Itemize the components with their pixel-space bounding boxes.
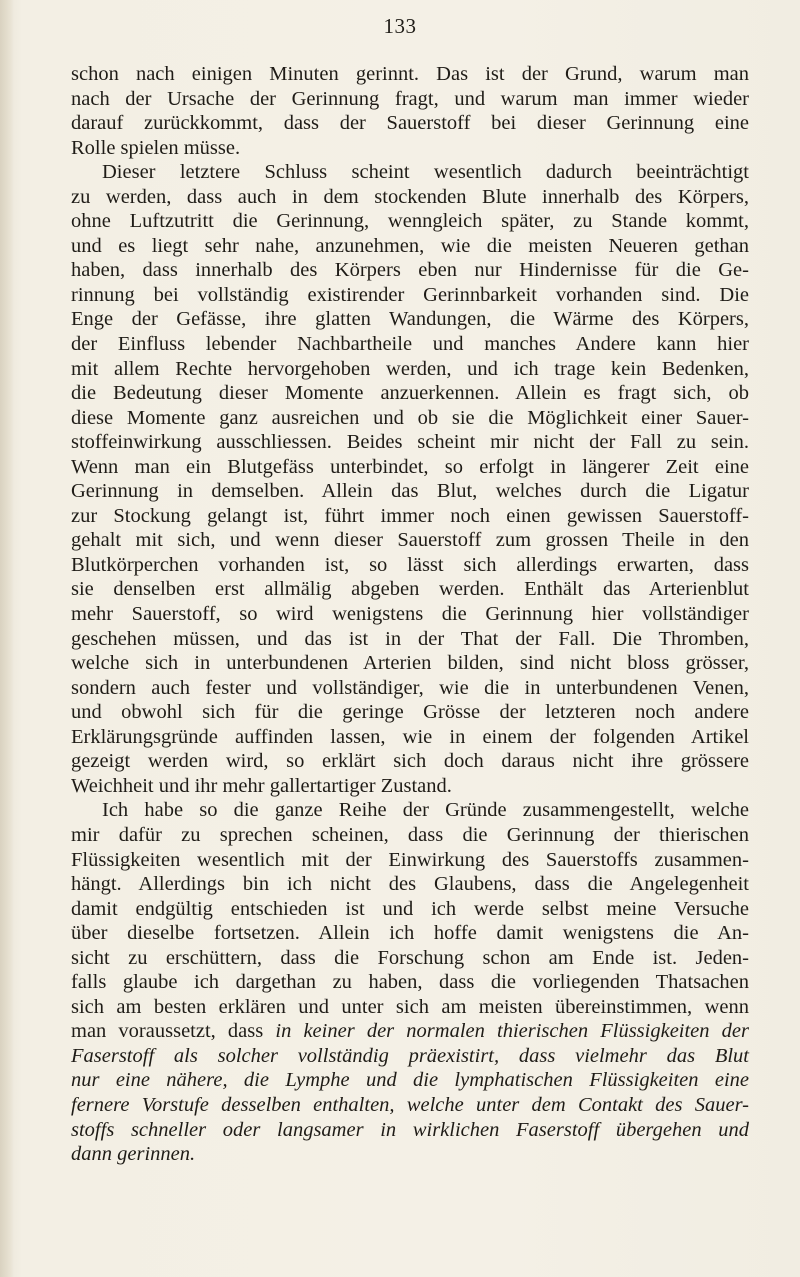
text-line [71, 87, 749, 112]
text-line [71, 553, 749, 578]
text-line [71, 479, 749, 504]
text-line [71, 921, 749, 946]
line-text: die Bedeutung dieser Momente anzuerkennen. Allein es fragt sich, ob [71, 382, 749, 405]
text-line [71, 283, 749, 308]
line-text: über dieselbe fortsetzen. Allein ich hoffe damit wenigstens die An- [71, 922, 749, 945]
text-line [71, 1019, 749, 1044]
line-text: sich am besten erklären und unter sich am meisten übereinstimmen, wenn [71, 995, 749, 1018]
line-text: der Einfluss lebender Nachbartheile und manches Andere kann hier [71, 333, 749, 356]
text-line [71, 455, 749, 480]
line-text: falls glaube ich dargethan zu haben, dass die vorliegenden Thatsachen [71, 971, 749, 994]
line-text: zu werden, dass auch in dem stockenden Blute innerhalb des Körpers, [71, 185, 749, 208]
text-line [71, 798, 749, 823]
text-line [71, 504, 749, 529]
line-text: sie denselben erst allmälig abgeben werden. Enthält das Arterienblut [71, 578, 749, 601]
paragraph [71, 798, 749, 1166]
text-line [71, 381, 749, 406]
text-line [71, 357, 749, 382]
line-text: rinnung bei vollständig existirender Gerinnbarkeit vorhanden sind. Die [71, 283, 749, 306]
text-line [71, 1044, 749, 1069]
line-text: hängt. Allerdings bin ich nicht des Glaubens, dass die Angelegenheit [71, 873, 749, 896]
line-text: und es liegt sehr nahe, anzunehmen, wie die meisten Neueren gethan [71, 234, 749, 257]
line-text: Wenn man ein Blutgefäss unterbindet, so erfolgt in längerer Zeit eine [71, 455, 749, 478]
text-line [71, 627, 749, 652]
text-line [71, 430, 749, 455]
text-line [71, 676, 749, 701]
text-line [71, 995, 749, 1020]
line-text: welche sich in unterbundenen Arterien bilden, sind nicht bloss grösser, [71, 652, 749, 675]
text-line [71, 749, 749, 774]
binding-shadow [0, 0, 14, 1277]
text-line [71, 307, 749, 332]
emphasized-text: in keiner der normalen thierischen Flüssigkeiten der [275, 1020, 749, 1043]
line-text: und obwohl sich für die geringe Grösse der letzteren noch andere [71, 701, 749, 724]
text-line [71, 700, 749, 725]
page-number: 133 [383, 14, 417, 38]
text-line [71, 1068, 749, 1093]
line-text: stoffeinwirkung ausschliessen. Beides scheint mir nicht der Fall zu sein. [71, 431, 749, 454]
emphasized-text: dann gerinnen. [71, 1143, 196, 1166]
text-line [71, 332, 749, 357]
line-text: haben, dass innerhalb des Körpers eben nur Hindernisse für die Ge- [71, 259, 749, 282]
line-text: ohne Luftzutritt die Gerinnung, wenngleich später, zu Stande kommt, [71, 210, 749, 233]
emphasized-text: Faserstoff als solcher vollständig präexistirt, dass vielmehr das Blut [71, 1044, 749, 1067]
line-text: Blutkörperchen vorhanden ist, so lässt sich allerdings erwarten, dass [71, 553, 749, 576]
line-text: gezeigt werden wird, so erklärt sich doch daraus nicht ihre grössere [71, 750, 749, 773]
text-line [71, 209, 749, 234]
body-text [71, 62, 749, 1167]
line-text: darauf zurückkommt, dass der Sauerstoff bei dieser Gerinnung eine [71, 112, 749, 135]
line-text: geschehen müssen, und das ist in der That der Fall. Die Thromben, [71, 627, 749, 650]
line-text: Ich habe so die ganze Reihe der Gründe zusammengestellt, welche [102, 799, 749, 822]
line-text: mit allem Rechte hervorgehoben werden, und ich trage kein Bedenken, [71, 357, 749, 380]
emphasized-text: stoffs schneller oder langsamer in wirklichen Faserstoff übergehen und [71, 1118, 749, 1141]
text-line [71, 577, 749, 602]
text-line [71, 1093, 749, 1118]
line-text: Gerinnung in demselben. Allein das Blut, welches durch die Ligatur [71, 480, 749, 503]
text-line [71, 970, 749, 995]
line-text: Weichheit und ihr mehr gallertartiger Zustand. [71, 774, 452, 797]
text-line [71, 160, 749, 185]
line-text: mir dafür zu sprechen scheinen, dass die Gerinnung der thierischen [71, 823, 749, 846]
text-line [71, 185, 749, 210]
text-line [71, 848, 749, 873]
paragraph [71, 62, 749, 160]
line-text: Erklärungsgründe auffinden lassen, wie in einem der folgenden Artikel [71, 725, 749, 748]
line-text: man voraussetzt, dass [71, 1020, 276, 1043]
line-text: zur Stockung gelangt ist, führt immer noch einen gewissen Sauerstoff- [71, 504, 749, 527]
line-text: Dieser letztere Schluss scheint wesentlich dadurch beeinträchtigt [102, 161, 749, 184]
text-line [71, 1118, 749, 1143]
text-line [71, 1142, 749, 1167]
line-text: nach der Ursache der Gerinnung fragt, und warum man immer wieder [71, 87, 749, 110]
text-line [71, 111, 749, 136]
line-text: gehalt mit sich, und wenn dieser Sauerstoff zum grossen Theile in den [71, 529, 749, 552]
line-text: diese Momente ganz ausreichen und ob sie die Möglichkeit einer Sauer- [71, 406, 749, 429]
text-line [71, 136, 749, 161]
line-text: damit endgültig entschieden ist und ich werde selbst meine Versuche [71, 897, 749, 920]
text-line [71, 258, 749, 283]
emphasized-text: nur eine nähere, die Lymphe und die lymphatischen Flüssigkeiten eine [71, 1069, 749, 1092]
line-text: sondern auch fester und vollständiger, wie die in unterbundenen Venen, [71, 676, 749, 699]
line-text: sicht zu erschüttern, dass die Forschung schon am Ende ist. Jeden- [71, 946, 749, 969]
line-text: schon nach einigen Minuten gerinnt. Das ist der Grund, warum man [71, 63, 749, 85]
line-text: Flüssigkeiten wesentlich mit der Einwirkung des Sauerstoffs zusammen- [71, 848, 749, 871]
text-line [71, 774, 749, 799]
line-text: Enge der Gefässe, ihre glatten Wandungen, die Wärme des Körpers, [71, 308, 749, 331]
text-line [71, 897, 749, 922]
line-text: mehr Sauerstoff, so wird wenigstens die Gerinnung hier vollständiger [71, 603, 749, 626]
text-line [71, 946, 749, 971]
text-line [71, 528, 749, 553]
emphasized-text: fernere Vorstufe desselben enthalten, welche unter dem Contakt des Sauer- [71, 1093, 749, 1116]
text-line [71, 651, 749, 676]
line-text: Rolle spielen müsse. [71, 136, 241, 159]
text-line [71, 62, 749, 87]
text-line [71, 602, 749, 627]
text-line [71, 234, 749, 259]
text-line [71, 872, 749, 897]
paragraph [71, 160, 749, 798]
text-line [71, 406, 749, 431]
text-line [71, 823, 749, 848]
text-line [71, 725, 749, 750]
